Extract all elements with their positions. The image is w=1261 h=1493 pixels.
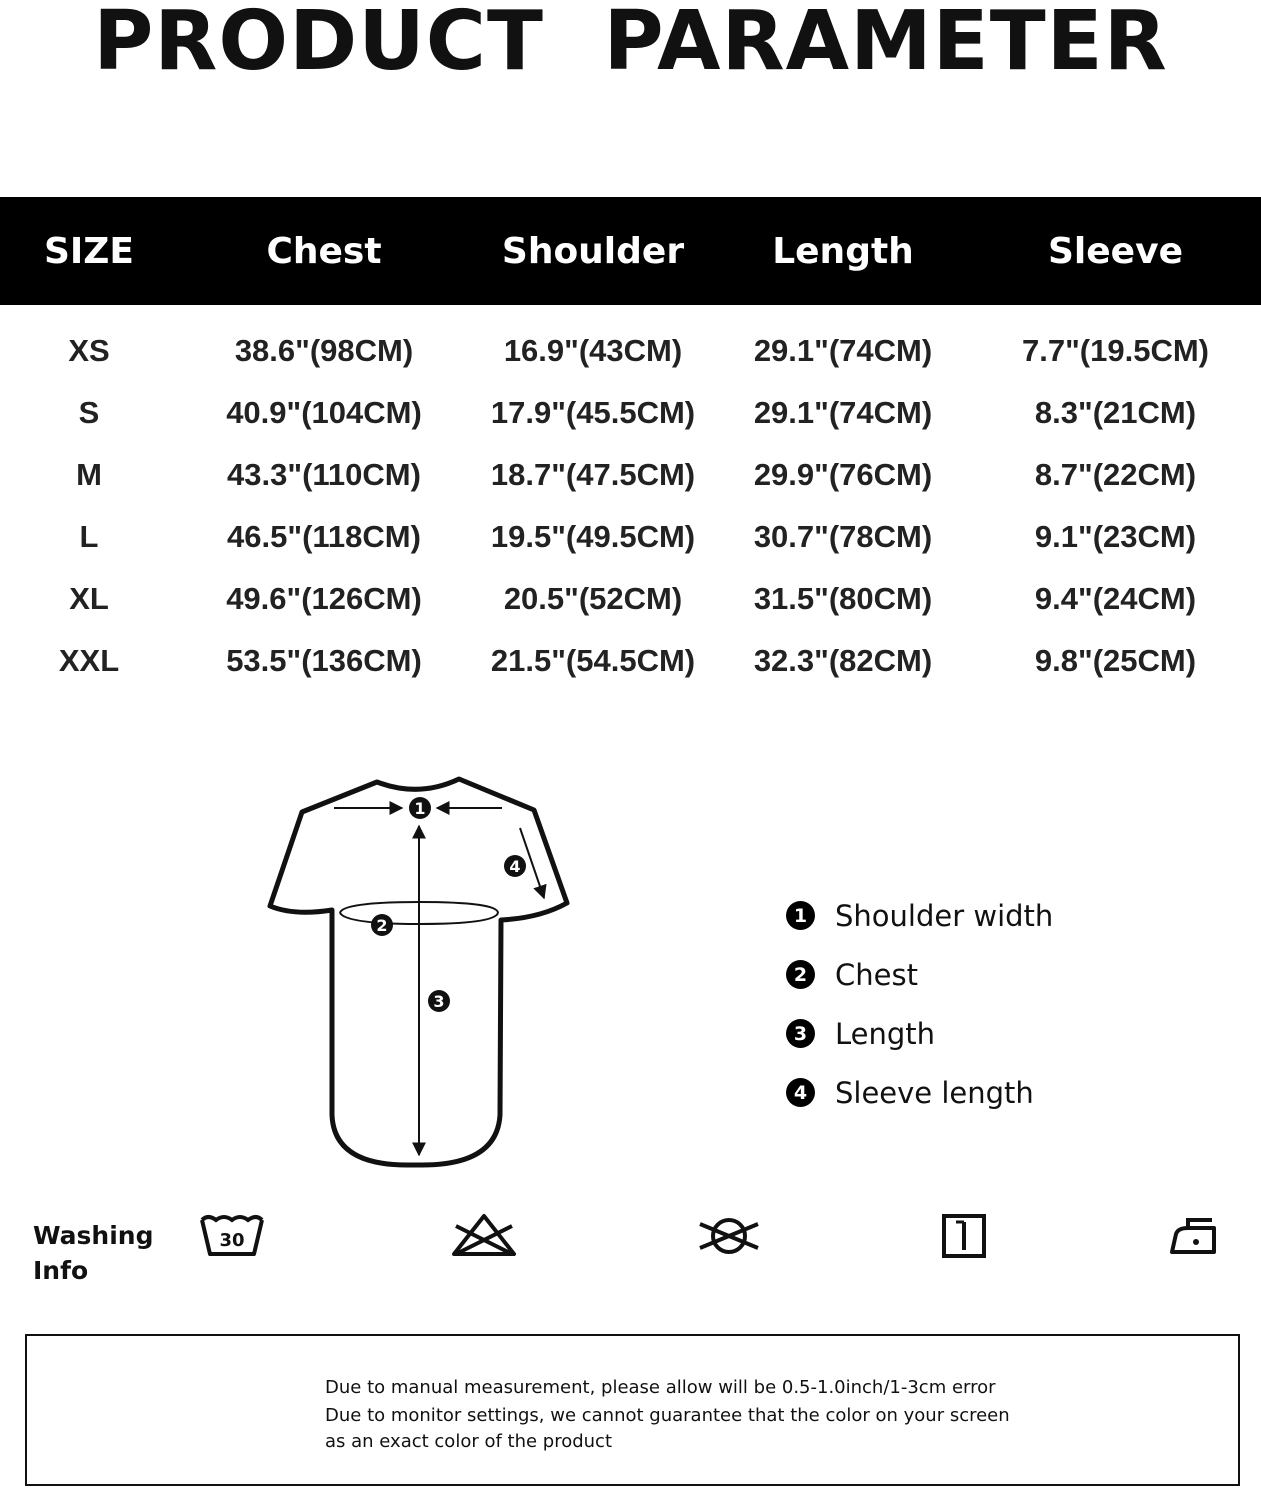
cell-length: 31.5"(80CM) <box>753 581 933 616</box>
svg-text:30: 30 <box>219 1230 245 1251</box>
legend-item-sleeve <box>786 1063 1053 1122</box>
cell-size: XXL <box>58 643 120 678</box>
cell-shoulder: 16.9"(43CM) <box>503 333 683 368</box>
iron-icon <box>1166 1210 1220 1260</box>
cell-length: 30.7"(78CM) <box>753 519 933 554</box>
cell-chest: 40.9"(104CM) <box>226 395 422 430</box>
cell-chest: 53.5"(136CM) <box>226 643 422 678</box>
cell-shoulder: 19.5"(49.5CM) <box>490 519 696 554</box>
note-line-3: as an exact color of the product <box>325 1431 613 1452</box>
cell-chest: 46.5"(118CM) <box>227 519 421 554</box>
svg-text:4: 4 <box>509 857 521 876</box>
legend-number-badge: 4 <box>786 1078 815 1107</box>
cell-sleeve: 8.7"(22CM) <box>1034 457 1197 492</box>
table-row <box>0 305 1261 382</box>
cell-length: 29.1"(74CM) <box>753 395 933 430</box>
svg-text:1: 1 <box>414 799 426 818</box>
measurement-legend <box>786 886 1053 1122</box>
table-row <box>0 630 1261 692</box>
legend-item-shoulder <box>786 886 1053 945</box>
cell-sleeve: 8.3"(21CM) <box>1034 395 1197 430</box>
legend-number-badge: 1 <box>786 901 815 930</box>
legend-item-chest <box>786 945 1053 1004</box>
tshirt-measurement-diagram <box>262 770 582 1175</box>
cell-sleeve: 9.1"(23CM) <box>1034 519 1197 554</box>
marker-3 <box>428 990 450 1012</box>
size-chart-table <box>0 197 1261 692</box>
line-dry-icon <box>938 1210 990 1262</box>
page-title: PRODUCT PARAMETER <box>93 0 1168 89</box>
legend-number-badge: 2 <box>786 960 815 989</box>
cell-length: 32.3"(82CM) <box>753 643 933 678</box>
cell-chest: 43.3"(110CM) <box>227 457 421 492</box>
measurement-note-box <box>25 1334 1240 1486</box>
cell-size: XL <box>69 581 109 616</box>
washing-label-line1: Washing <box>33 1221 154 1250</box>
cell-length: 29.1"(74CM) <box>753 333 933 368</box>
do-not-bleach-icon <box>448 1210 520 1260</box>
cell-chest: 49.6"(126CM) <box>226 581 422 616</box>
cell-shoulder: 20.5"(52CM) <box>503 581 683 616</box>
header-length: Length <box>716 197 970 305</box>
wash-30-icon <box>196 1210 268 1260</box>
cell-size: M <box>76 457 102 492</box>
cell-sleeve: 9.4"(24CM) <box>1034 581 1197 616</box>
note-line-1: Due to manual measurement, please allow will be 0.5-1.0inch/1-3cm error <box>325 1377 996 1398</box>
legend-label: Shoulder width <box>835 898 1054 933</box>
do-not-tumble-dry-icon <box>696 1210 762 1260</box>
svg-text:2: 2 <box>376 916 388 935</box>
header-size: SIZE <box>0 197 178 305</box>
cell-sleeve: 7.7"(19.5CM) <box>1022 333 1209 368</box>
marker-4 <box>504 855 526 877</box>
marker-1 <box>409 797 431 819</box>
legend-label: Chest <box>835 957 918 992</box>
table-row <box>0 506 1261 568</box>
header-sleeve: Sleeve <box>970 197 1261 305</box>
table-header-row <box>0 197 1261 305</box>
legend-number-badge: 3 <box>786 1019 815 1048</box>
cell-shoulder: 17.9"(45.5CM) <box>490 395 696 430</box>
note-line-2: Due to monitor settings, we cannot guarantee that the color on your screen <box>325 1405 1010 1426</box>
header-shoulder: Shoulder <box>470 197 716 305</box>
cell-size: S <box>78 395 100 430</box>
note-lines <box>325 1372 1010 1455</box>
cell-length: 29.9"(76CM) <box>753 457 933 492</box>
cell-shoulder: 18.7"(47.5CM) <box>490 457 696 492</box>
svg-text:3: 3 <box>433 992 445 1011</box>
table-row <box>0 568 1261 630</box>
marker-2 <box>371 914 393 936</box>
table-row <box>0 444 1261 506</box>
legend-label: Length <box>835 1016 936 1051</box>
legend-label: Sleeve length <box>835 1075 1034 1110</box>
legend-item-length <box>786 1004 1053 1063</box>
washing-label-line2: Info <box>33 1256 89 1285</box>
table-row <box>0 382 1261 444</box>
cell-shoulder: 21.5"(54.5CM) <box>490 643 696 678</box>
cell-chest: 38.6"(98CM) <box>234 333 414 368</box>
cell-size: L <box>79 519 99 554</box>
washing-info-label <box>33 1218 163 1288</box>
cell-size: XS <box>68 333 110 368</box>
cell-sleeve: 9.8"(25CM) <box>1034 643 1197 678</box>
header-chest: Chest <box>178 197 470 305</box>
